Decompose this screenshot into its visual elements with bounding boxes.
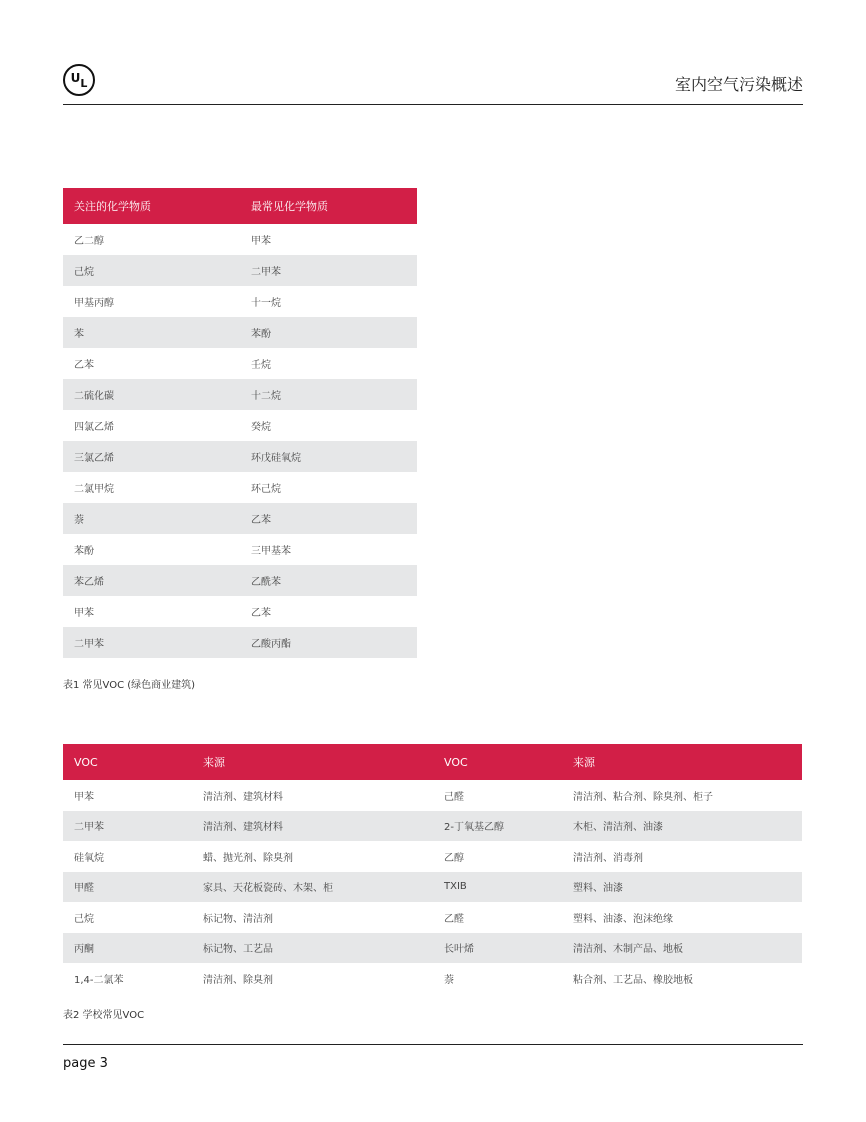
table-cell: 乙醇 [444,852,464,864]
table-cell: 苯乙烯 [63,565,240,596]
table-row [63,596,417,627]
table-cell: 三氯乙烯 [63,441,240,472]
table-cell: 萘 [63,503,240,534]
table-cell: 甲苯 [74,791,94,803]
column-header: VOC [63,744,192,780]
table-cell: 蜡、抛光剂、除臭剂 [203,852,293,864]
table-row [63,841,802,872]
table-cell: 癸烷 [251,422,271,433]
table-cell: 乙苯 [251,608,271,619]
table-cell: 乙酸丙酯 [240,627,417,658]
table-header-row [63,744,802,780]
table-cell: 二氯甲烷 [74,484,114,495]
table-cell: 苯 [63,317,240,348]
table-cell: 四氯乙烯 [74,422,114,433]
table-cell: 萘 [444,974,454,986]
table-row [63,963,802,994]
table-cell: 环戊硅氧烷 [240,441,417,472]
table-cell: 甲醛 [63,872,192,903]
table-cell: 己烷 [74,913,94,925]
page-number: page 3 [63,1056,108,1071]
document-title: 室内空气污染概述 [674,75,803,94]
table-row [63,872,802,903]
column-header: 来源 [192,744,433,780]
table-cell: 乙酰苯 [240,565,417,596]
table-row [63,348,417,379]
table-row [63,472,417,503]
table-cell: 二甲苯 [63,627,240,658]
table-cell: 丙酮 [63,933,192,964]
table-cell: 乙苯 [240,503,417,534]
table-cell: 乙醛 [444,913,464,925]
table-row [63,933,802,964]
table-row [63,534,417,565]
table-cell: 家具、天花板瓷砖、木架、柜 [192,872,433,903]
table-cell: 清洁剂、消毒剂 [573,852,643,864]
table-cell: 甲基丙醇 [74,298,114,309]
header-divider [63,104,803,105]
table-cell: 长叶烯 [433,933,562,964]
table-cell: 清洁剂、木制产品、地板 [562,933,802,964]
table-cell: 环己烷 [251,484,281,495]
table-cell: 塑料、油漆 [562,872,802,903]
table-cell: 己烷 [63,255,240,286]
table-cell: 粘合剂、工艺品、橡胶地板 [573,974,693,986]
voc-table-green-buildings [63,188,417,658]
table-cell: 十一烷 [251,298,281,309]
table-row [63,379,417,410]
table-cell: 清洁剂、建筑材料 [192,811,433,842]
table-row [63,410,417,441]
column-header: 来源 [562,744,802,780]
table-cell: 木柜、清洁剂、油漆 [562,811,802,842]
table-cell: 塑料、油漆、泡沫绝缘 [573,913,673,925]
voc-sources-table-schools [63,744,802,994]
table-cell: 清洁剂、建筑材料 [203,791,283,803]
table-row [63,224,417,255]
table-cell: 甲苯 [74,608,94,619]
table-row [63,441,417,472]
table-cell: 清洁剂、除臭剂 [203,974,273,986]
ul-logo-icon: U L [63,64,95,96]
table-row [63,902,802,933]
footer-divider [63,1044,803,1045]
table-caption: 表1 常见VOC (绿色商业建筑) [63,680,196,691]
table-cell: 三甲基苯 [251,546,291,557]
table-caption: 表2 学校常见VOC [63,1010,145,1021]
column-header: VOC [433,744,562,780]
table-cell: 十二烷 [240,379,417,410]
table-cell: 二硫化碳 [63,379,240,410]
table-cell: 清洁剂、粘合剂、除臭剂、柜子 [573,791,713,803]
table-cell: 2-丁氧基乙醇 [433,811,562,842]
table-header-row [63,188,417,224]
column-header: 最常见化学物质 [240,188,417,224]
table-cell: 硅氧烷 [74,852,104,864]
table-cell: TXIB [433,872,562,903]
table-row [63,317,417,348]
table-row [63,627,417,658]
table-cell: 苯酚 [240,317,417,348]
table-row [63,255,417,286]
table-row [63,565,417,596]
table-cell: 标记物、清洁剂 [203,913,273,925]
table-row [63,811,802,842]
table-cell: 己醛 [444,791,464,803]
table-cell: 1,4-二氯苯 [74,974,124,986]
table-row [63,503,417,534]
table-row [63,780,802,811]
table-cell: 甲苯 [251,236,271,247]
column-header: 关注的化学物质 [63,188,240,224]
table-cell: 标记物、工艺品 [192,933,433,964]
table-cell: 二甲苯 [240,255,417,286]
table-cell: 乙苯 [74,360,94,371]
table-cell: 二甲苯 [63,811,192,842]
table-row [63,286,417,317]
table-cell: 壬烷 [251,360,271,371]
table-cell: 乙二醇 [74,236,104,247]
table-cell: 苯酚 [74,546,94,557]
